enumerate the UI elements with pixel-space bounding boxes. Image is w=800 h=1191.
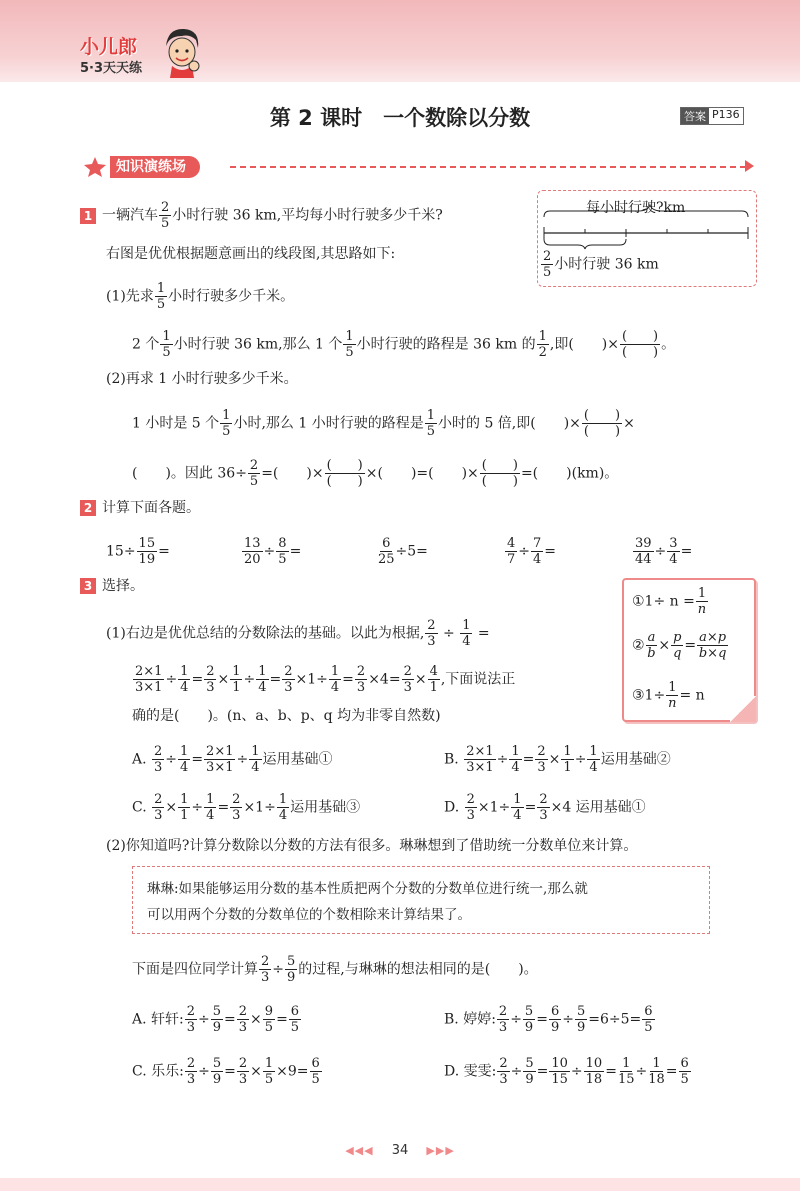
rules-note xyxy=(622,578,756,722)
text: 小时行驶 36 km,平均每小时行驶多少千米? xyxy=(172,207,443,224)
q3-option-b[interactable]: B. $\frac{2\times 1}{3\times 1}$ ÷ $\frac{1}{4}$ = $\frac{2}{3}$ × $\frac{1}{1}$ ÷ $\frac{1}{4}$ 运用基础② xyxy=(444,744,671,775)
text: ×( )=( )× xyxy=(365,465,479,482)
brand-logo xyxy=(80,32,142,76)
text: 小时行驶多少千米。 xyxy=(168,288,295,305)
text: 一辆汽车 xyxy=(102,207,158,224)
text: × xyxy=(623,415,635,432)
page-number: 34 xyxy=(391,1143,409,1158)
rule-2: ② $\frac{a}{b}$ × $\frac{p}{q}$ = $\frac{a\times p}{b\times q}$ xyxy=(632,630,727,661)
page-curl xyxy=(730,696,756,722)
diagram-bottom xyxy=(540,249,659,280)
text: 选择。 xyxy=(102,578,144,594)
text: =( )(km)。 xyxy=(520,465,619,482)
q1-p2: (2)再求 1 小时行驶多少千米。 xyxy=(106,371,298,387)
diagram-top-label: 每小时行驶?km xyxy=(586,200,686,216)
q3-p1-line3: 确的是( )。(n、a、b、p、q 均为非零自然数) xyxy=(132,708,441,724)
linlin-box xyxy=(132,866,710,934)
box-line-1: 琳琳:如果能够运用分数的基本性质把两个分数的分数单位进行统一,那么就 xyxy=(147,881,588,897)
q3-number: 3 xyxy=(80,578,96,594)
fraction: $\frac{1}{2}$ xyxy=(538,329,547,360)
answer-tag xyxy=(680,107,744,125)
q2-expr-3[interactable]: $\frac{6}{25}$ ÷5= xyxy=(378,536,428,567)
fraction: $\frac{2}{5}$ xyxy=(543,249,552,280)
text: ( )。因此 36÷ xyxy=(132,465,247,482)
q2-expr-1[interactable]: 15÷ $\frac{15}{19}$ = xyxy=(106,536,170,567)
page-footer xyxy=(0,1143,800,1158)
fraction: $\frac{2}{5}$ xyxy=(249,458,259,489)
q2-expr-2[interactable]: $\frac{13}{20}$ ÷ $\frac{8}{5}$ = xyxy=(244,536,302,567)
fraction: $\frac{1}{5}$ xyxy=(156,281,166,312)
q3-option-d[interactable]: D. $\frac{2}{3}$ ×1÷ $\frac{1}{4}$ = $\frac{2}{3}$ ×4 运用基础① xyxy=(444,792,646,823)
brand-bottom: 5·3天天练 xyxy=(80,61,143,76)
text: (1)先求 xyxy=(106,288,154,305)
answer-page: P136 xyxy=(712,108,740,121)
lesson-title: 第 2 课时 一个数除以分数 xyxy=(269,106,531,130)
bottom-band xyxy=(0,1178,800,1191)
q1-line2: 右图是优优根据题意画出的线段图,其思路如下: xyxy=(106,246,396,262)
q2-title xyxy=(80,498,200,518)
q3-option-c[interactable]: C. $\frac{2}{3}$ × $\frac{1}{1}$ ÷ $\frac{1}{4}$ = $\frac{2}{3}$ ×1÷ $\frac{1}{4}$ 运用基础③ xyxy=(132,792,361,823)
section-arrow xyxy=(745,160,754,172)
text: 2 个 xyxy=(132,336,160,353)
answer-label: 答案 xyxy=(681,108,709,124)
blank-fraction[interactable]: ( ) ( ) xyxy=(326,458,363,489)
fraction: $\frac{1}{5}$ xyxy=(162,329,171,360)
right-arrows-icon: ▶▶▶ xyxy=(426,1144,455,1157)
sparkle-icon xyxy=(82,156,108,178)
q1-p2-line2 xyxy=(132,458,618,489)
fraction: $\frac{2}{5}$ xyxy=(161,200,170,231)
text: ,即( )× xyxy=(549,336,619,353)
q3-solution-b[interactable]: B. 婷婷: $\frac{2}{3}$ ÷ $\frac{5}{9}$ = $\frac{6}{9}$ ÷ $\frac{5}{9}$ =6÷5= $\frac{6}{5}$ xyxy=(444,1004,653,1035)
segment-diagram xyxy=(537,190,757,287)
blank-fraction[interactable]: ( ) ( ) xyxy=(621,329,659,360)
q1-p2-line xyxy=(132,408,635,439)
box-line-2: 可以用两个分数的分数单位的个数相除来计算结果了。 xyxy=(147,907,471,923)
q3-title xyxy=(80,576,144,596)
q3-p1-line2: $\frac{2\times 1}{3\times 1}$ ÷ $\frac{1}{4}$ = $\frac{2}{3}$ × $\frac{1}{1}$ ÷ $\frac{1}{4}$ = $\frac{2}{3}$ ×1÷ $\frac{1}{4}$ = $\frac{2}{3}$ ×4= $\frac{2}{3}$ × $\frac{4}{1}$ ,下面说法正 xyxy=(135,664,516,695)
q3-p2-line: 下面是四位同学计算 $\frac{2}{3}$ ÷ $\frac{5}{9}$ 的过程,与琳琳的想法相同的是( )。 xyxy=(132,954,538,985)
q1-number: 1 xyxy=(80,208,96,224)
blank-fraction[interactable]: ( ) ( ) xyxy=(583,408,621,439)
left-arrows-icon: ◀◀◀ xyxy=(345,1144,374,1157)
q3-p2: (2)你知道吗?计算分数除以分数的方法有很多。琳琳想到了借助统一分数单位来计算。 xyxy=(106,838,638,854)
q1-p1-line: 2 个 $\frac{1}{5}$ 小时行驶 36 km,那么 1 个 $\frac{1}{5}$ 小时行驶的路程是 36 km 的 $\frac{1}{2}$ ,即( )× ( ) ( ) 。 xyxy=(132,329,676,360)
blank-fraction[interactable]: ( ) ( ) xyxy=(481,458,518,489)
q3-solution-d[interactable]: D. 雯雯: $\frac{2}{3}$ ÷ $\frac{5}{9}$ = $\frac{10}{15}$ ÷ $\frac{10}{18}$ = $\frac{1}{15}$ ÷ $\frac{1}{18}$ = $\frac{6}{5}$ xyxy=(444,1056,689,1087)
q3-option-a[interactable]: A. $\frac{2}{3}$ ÷ $\frac{1}{4}$ = $\frac{2\times 1}{3\times 1}$ ÷ $\frac{1}{4}$ 运用基础① xyxy=(132,744,333,775)
q1-line1 xyxy=(80,200,443,231)
rule-3: ③1÷ $\frac{1}{n}$ = n xyxy=(632,680,705,711)
q3-solution-c[interactable]: C. 乐乐: $\frac{2}{3}$ ÷ $\frac{5}{9}$ = $\frac{2}{3}$ × $\frac{1}{5}$ ×9= $\frac{6}{5}$ xyxy=(132,1056,320,1087)
fraction: $\frac{1}{5}$ xyxy=(345,329,354,360)
text: 小时行驶 36 km,那么 1 个 xyxy=(173,336,343,353)
fraction: $\frac{1}{5}$ xyxy=(222,408,231,439)
text: 小时,那么 1 小时行驶的路程是 xyxy=(233,415,424,432)
text: 计算下面各题。 xyxy=(102,500,200,516)
text: 小时行驶 36 km xyxy=(554,256,659,273)
text: 小时的 5 倍,即( )× xyxy=(438,415,581,432)
section-dash xyxy=(230,166,746,168)
q3-solution-a[interactable]: A. 轩轩: $\frac{2}{3}$ ÷ $\frac{5}{9}$ = $\frac{2}{3}$ × $\frac{9}{5}$ = $\frac{6}{5}$ xyxy=(132,1004,300,1035)
section-label: 知识演练场 xyxy=(110,156,200,178)
q1-p1 xyxy=(106,281,294,312)
q2-expr-5[interactable]: $\frac{39}{44}$ ÷ $\frac{3}{4}$ = xyxy=(635,536,693,567)
q2-number: 2 xyxy=(80,500,96,516)
text: =( )× xyxy=(261,465,324,482)
text: 1 小时是 5 个 xyxy=(132,415,220,432)
fraction: $\frac{1}{5}$ xyxy=(426,408,435,439)
text: (1)右边是优优总结的分数除法的基础。以此为根据, xyxy=(106,625,425,642)
mascot-icon xyxy=(162,26,202,82)
section-header xyxy=(82,156,754,178)
brand-top: 小儿郎 xyxy=(80,36,138,58)
q3-p1: (1)右边是优优总结的分数除法的基础。以此为根据, $\frac{2}{3}$ ÷ $\frac{1}{4}$ = xyxy=(106,618,490,649)
rule-1: ①1÷ n = $\frac{1}{n}$ xyxy=(632,586,707,617)
text: 小时行驶的路程是 36 km 的 xyxy=(356,336,536,353)
q2-expr-4[interactable]: $\frac{4}{7}$ ÷ $\frac{7}{4}$ = xyxy=(507,536,557,567)
